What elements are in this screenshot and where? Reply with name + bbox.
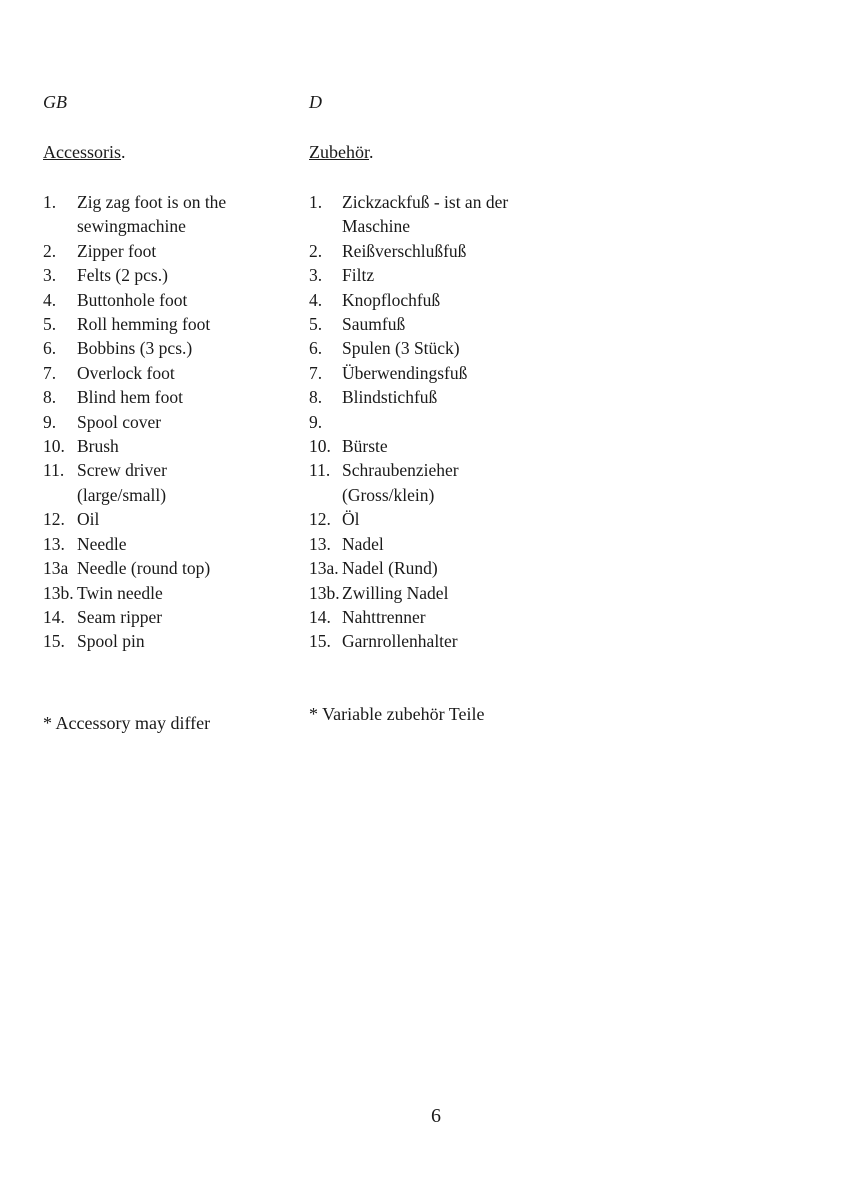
list-item-text: Spool cover — [77, 411, 162, 432]
list-item — [43, 336, 226, 360]
list-item-number: 14. — [43, 606, 65, 627]
list-item — [309, 581, 508, 605]
list-item-number: 5. — [309, 314, 323, 335]
list-item-number: 9. — [43, 411, 57, 432]
list-item — [43, 458, 226, 482]
list-item-text: Zipper foot — [77, 240, 157, 261]
list-item — [43, 434, 226, 458]
list-item-number: 4. — [43, 289, 57, 310]
list-item — [43, 629, 226, 653]
list-item — [43, 483, 226, 507]
list-item — [309, 434, 508, 458]
list-item-text: Blindstichfuß — [342, 387, 438, 408]
list-item — [309, 361, 508, 385]
list-item-text: Nahttrenner — [342, 606, 426, 627]
section-heading-gb-text: Accessoris — [43, 142, 121, 162]
list-item-text: Nadel (Rund) — [342, 558, 438, 579]
list-item-text: Nadel — [342, 533, 384, 554]
list-item-number: 1. — [43, 192, 57, 212]
list-item — [43, 410, 226, 434]
language-label-d: D — [309, 92, 322, 112]
list-item — [309, 483, 508, 507]
list-item-text: Blind hem foot — [77, 387, 183, 408]
list-item-number: 3. — [43, 265, 57, 286]
list-item-text: Felts (2 pcs.) — [77, 265, 168, 286]
list-item-number: 4. — [309, 289, 323, 310]
footnote-d: * Variable zubehör Teile — [309, 704, 485, 724]
page-number: 6 — [431, 1105, 441, 1127]
list-item-text: Seam ripper — [77, 606, 163, 627]
list-item — [309, 532, 508, 556]
list-item — [309, 263, 508, 287]
list-item-text: Öl — [342, 509, 360, 530]
list-item-text: Needle — [77, 533, 127, 554]
list-item-number: 14. — [309, 606, 331, 627]
section-heading-d-suffix: . — [369, 142, 374, 162]
accessory-list-gb — [43, 190, 226, 654]
list-item-text: Zickzackfuß - ist an der — [342, 192, 509, 212]
list-item — [309, 629, 508, 653]
list-item — [309, 336, 508, 360]
list-item — [309, 190, 508, 214]
list-item-text: sewingmachine — [77, 216, 186, 237]
list-item-number: 13a. — [309, 558, 339, 579]
list-item — [309, 312, 508, 336]
list-item-number: 11. — [309, 460, 331, 481]
list-item-text: Filtz — [342, 265, 375, 286]
list-item — [43, 239, 226, 263]
list-item-number: 5. — [43, 314, 57, 335]
list-item — [43, 190, 226, 214]
list-item-number — [43, 214, 77, 238]
list-item-number: 13b. — [309, 582, 340, 603]
list-item — [43, 263, 226, 287]
list-item-number: 13b. — [43, 582, 74, 603]
list-item-number: 2. — [309, 240, 323, 261]
section-heading-gb — [43, 142, 125, 162]
list-item-text: Twin needle — [77, 582, 163, 603]
list-item-number: 10. — [309, 436, 331, 457]
list-item — [43, 605, 226, 629]
list-item-number: 7. — [43, 362, 57, 383]
list-item-text: Needle (round top) — [77, 558, 211, 579]
list-item-text: Schraubenzieher — [342, 460, 459, 481]
footnote-gb: * Accessory may differ — [43, 713, 211, 733]
list-item-number — [309, 214, 342, 238]
list-item — [43, 214, 226, 238]
list-item-number: 7. — [309, 362, 323, 383]
list-item-text: Saumfuß — [342, 314, 406, 335]
list-item-text: Bobbins (3 pcs.) — [77, 338, 193, 359]
list-item-text: Garnrollenhalter — [342, 631, 458, 652]
accessory-list-d — [309, 190, 508, 654]
list-item-number: 10. — [43, 436, 65, 457]
list-item-text: Zwilling Nadel — [342, 582, 449, 603]
list-item — [43, 312, 226, 336]
list-item-text: Spulen (3 Stück) — [342, 338, 460, 359]
list-item-text: Overlock foot — [77, 362, 175, 383]
list-item — [43, 532, 226, 556]
list-item — [309, 507, 508, 531]
list-item-text: Oil — [77, 509, 100, 530]
list-item-text: Buttonhole foot — [77, 289, 188, 310]
list-item-number: 12. — [43, 509, 65, 530]
list-item-number — [43, 483, 77, 507]
list-item-number: 8. — [309, 387, 323, 408]
list-item — [309, 239, 508, 263]
list-item-number: 8. — [43, 387, 57, 408]
list-item — [309, 288, 508, 312]
list-item — [309, 385, 508, 409]
list-item — [309, 214, 508, 238]
list-item — [43, 361, 226, 385]
list-item-number: 13a — [43, 558, 69, 579]
list-item-number: 3. — [309, 265, 323, 286]
list-item — [43, 581, 226, 605]
list-item-number — [309, 483, 342, 507]
list-item-text: Bürste — [342, 436, 388, 457]
section-heading-d — [309, 142, 374, 162]
language-label-gb: GB — [43, 92, 67, 112]
list-item — [43, 385, 226, 409]
list-item-number: 13. — [309, 533, 331, 554]
list-item-text: Brush — [77, 436, 119, 457]
list-item-text: Reißverschlußfuß — [342, 240, 467, 261]
list-item — [309, 605, 508, 629]
list-item-number: 1. — [309, 192, 323, 212]
list-item — [309, 458, 508, 482]
list-item-text: Maschine — [342, 216, 411, 237]
list-item — [309, 410, 508, 434]
list-item-text: Überwendingsfuß — [342, 362, 468, 383]
list-item — [43, 507, 226, 531]
list-item-number: 13. — [43, 533, 65, 554]
list-item-number: 15. — [309, 631, 331, 652]
list-item-number: 6. — [309, 338, 323, 359]
list-item-text: (Gross/klein) — [342, 484, 435, 505]
list-item-number: 2. — [43, 240, 57, 261]
list-item — [309, 556, 508, 580]
list-item-number: 6. — [43, 338, 57, 359]
list-item-text: (large/small) — [77, 484, 167, 505]
list-item-text: Zig zag foot is on the — [77, 192, 227, 212]
section-heading-gb-suffix: . — [120, 142, 126, 162]
list-item-number: 11. — [43, 460, 65, 481]
list-item-text: Knopflochfuß — [342, 289, 441, 310]
list-item — [43, 556, 226, 580]
list-item-number: 9. — [309, 411, 323, 432]
list-item-text: Roll hemming foot — [77, 314, 211, 335]
list-item-text: Spool pin — [77, 631, 145, 652]
list-item — [43, 288, 226, 312]
list-item-number: 15. — [43, 631, 65, 652]
list-item-text: Screw driver — [77, 460, 167, 481]
section-heading-d-text: Zubehör — [309, 142, 369, 162]
list-item-number: 12. — [309, 509, 331, 530]
